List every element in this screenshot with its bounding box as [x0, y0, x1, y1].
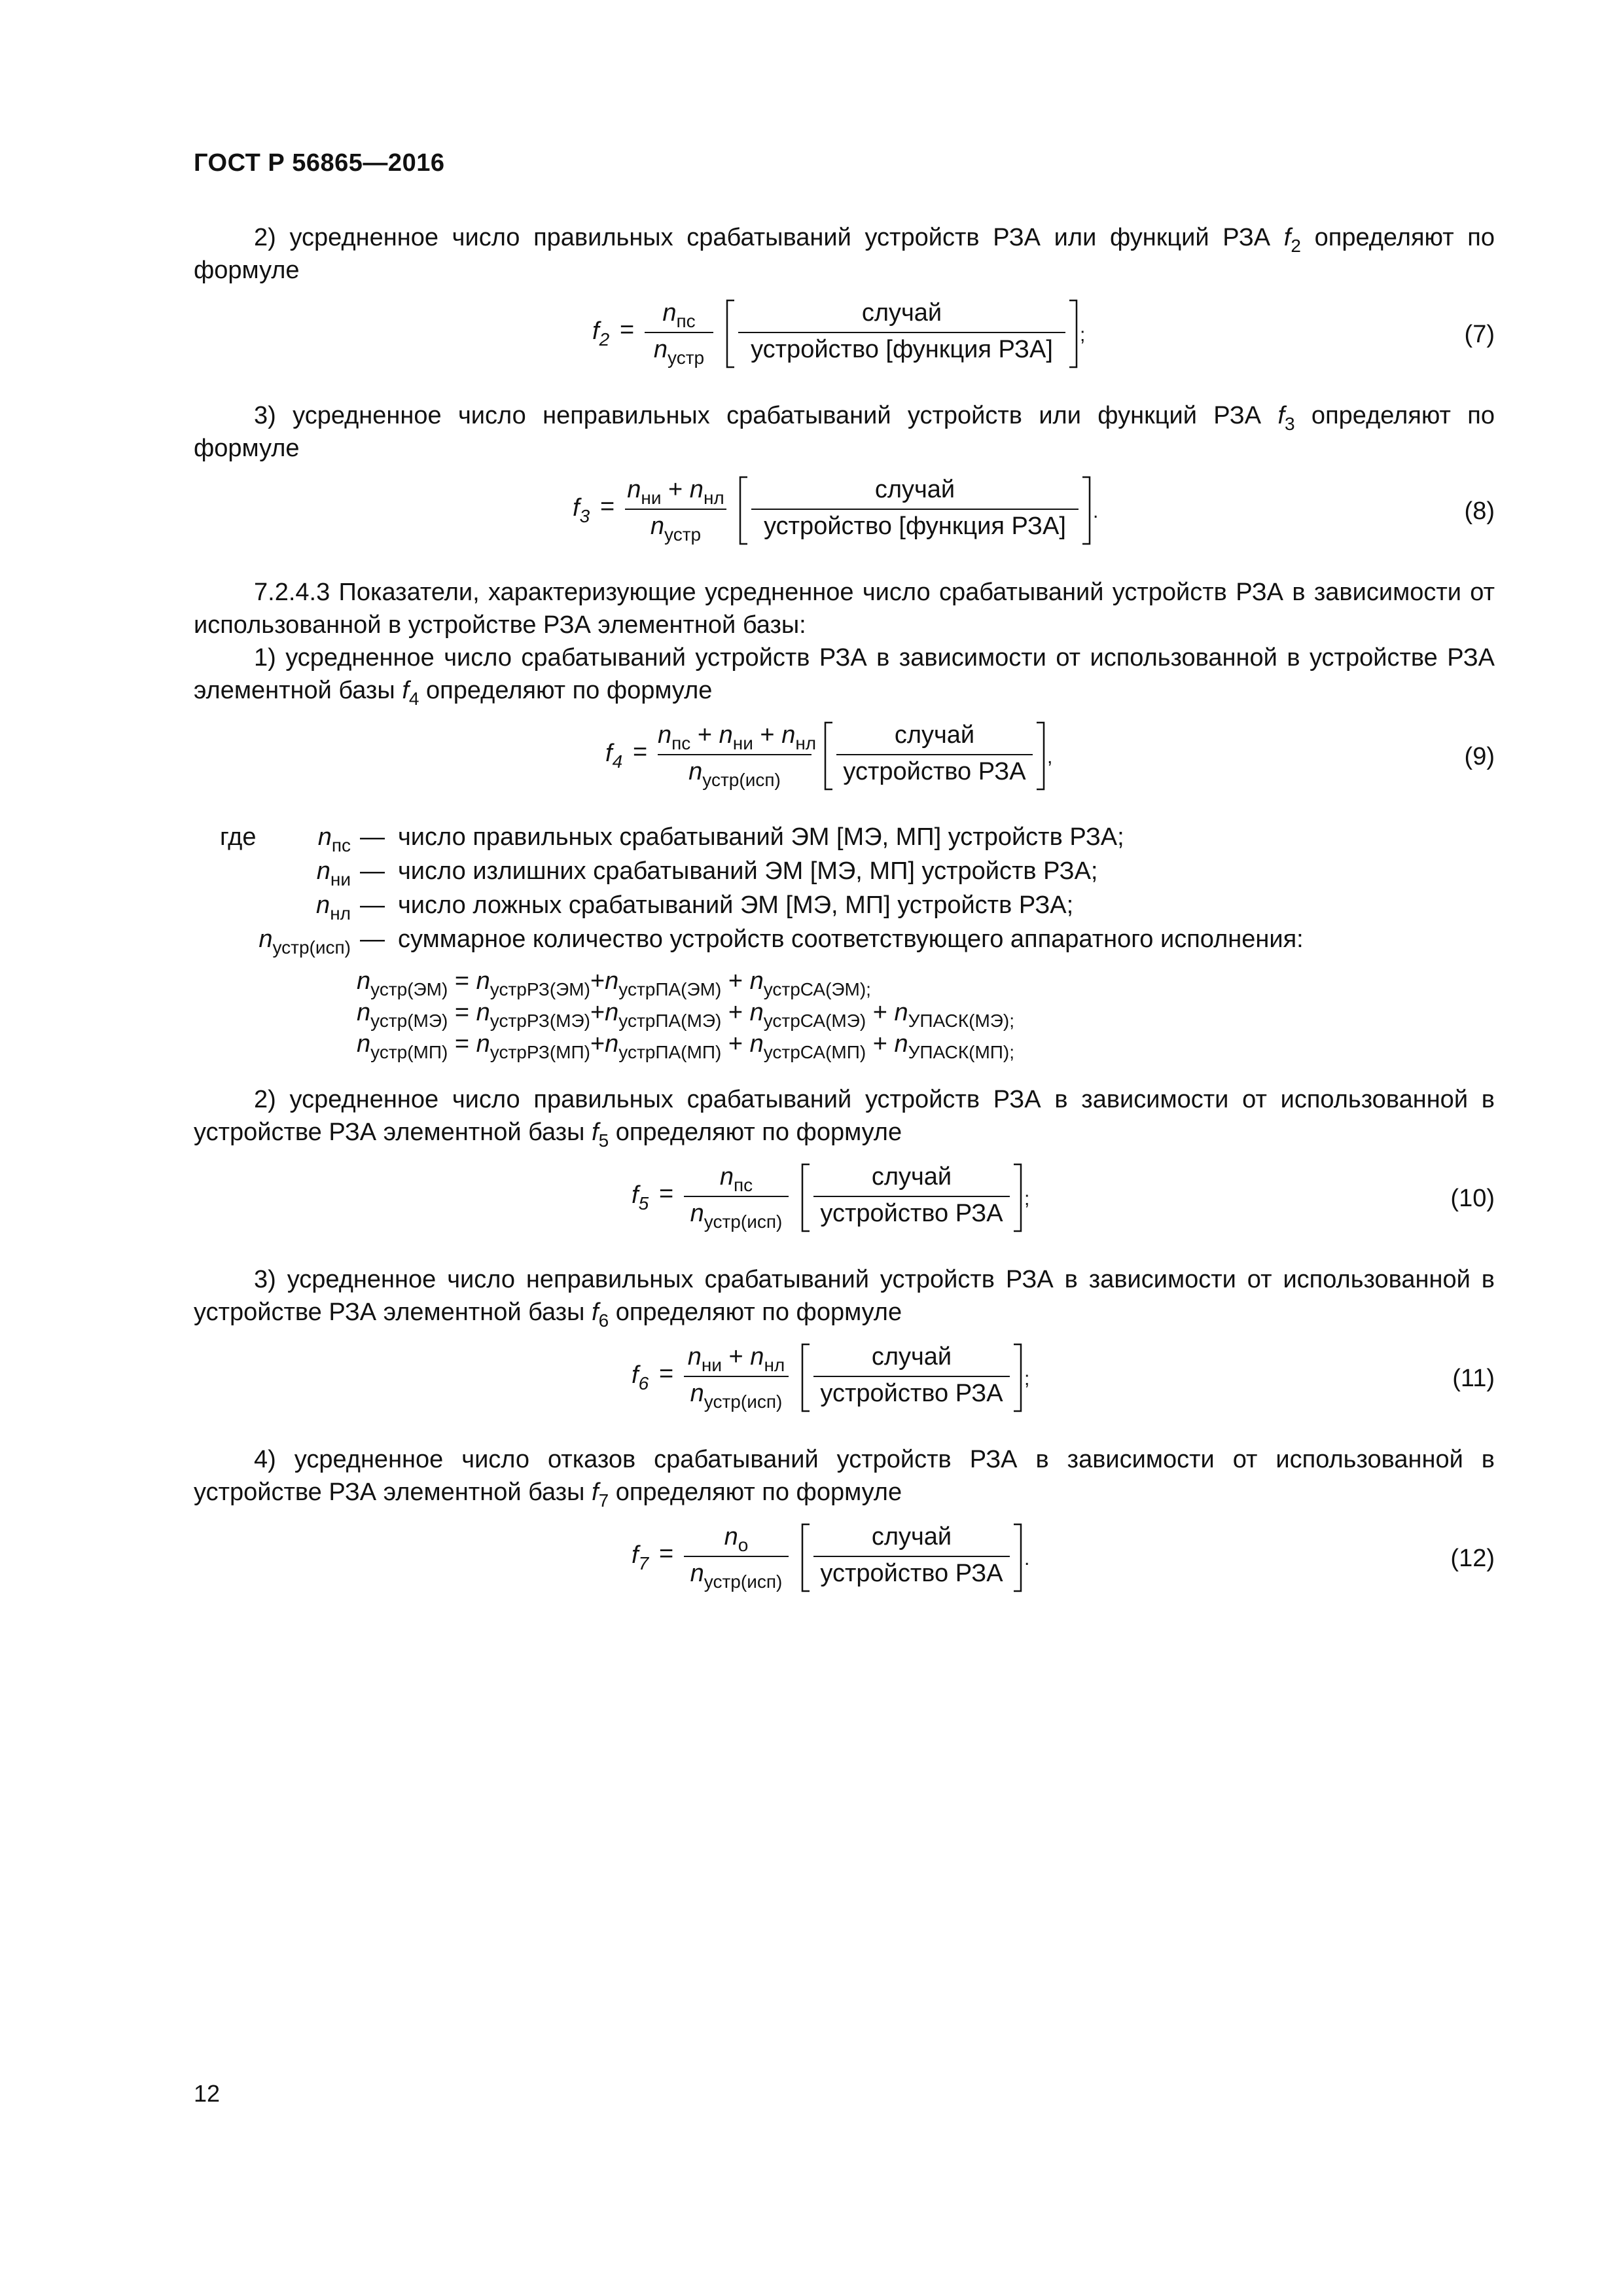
paragraph-f3-intro	[194, 399, 1495, 465]
variable-n: n	[476, 1030, 490, 1058]
variable-n: n	[689, 476, 704, 503]
definition-dash: —	[360, 891, 385, 919]
variable-n: n	[658, 721, 672, 749]
formula-punctuation: ;	[1024, 1368, 1030, 1390]
left-bracket-stroke	[727, 300, 734, 367]
fraction-numerator	[645, 299, 713, 331]
variable-n: n	[690, 1560, 704, 1587]
definition-dash: —	[360, 925, 385, 953]
definition-text: число правильных срабатываний ЭМ [МЭ, МП] устройств РЗА;	[398, 823, 1124, 851]
equation-number-8: (8)	[1464, 497, 1495, 525]
variable-subscript: устр(МП)	[370, 1042, 448, 1062]
symbol-subscript: 5	[598, 1130, 609, 1151]
fraction-denominator	[658, 758, 812, 790]
variable-subscript: устрСА(ЭМ);	[763, 979, 871, 999]
formula-9	[605, 720, 1077, 798]
unit-numerator: случай	[894, 721, 975, 749]
variable-subscript: устр(исп)	[704, 1571, 783, 1592]
variable-subscript: устрСА(МЭ)	[763, 1011, 866, 1031]
formula-12	[632, 1522, 1050, 1600]
fraction-denominator	[684, 1380, 789, 1412]
variable-subscript: устрРЗ(ЭМ)	[490, 979, 590, 999]
fraction-numerator	[658, 721, 817, 753]
variable-n: n	[894, 1030, 908, 1058]
sum-formula-row	[357, 999, 1015, 1031]
unit-denominator: устройство [функция РЗА]	[764, 512, 1066, 540]
unit-fraction	[738, 298, 1065, 370]
definition-variable	[316, 891, 351, 924]
variable-subscript: нл	[764, 1355, 785, 1375]
paragraph-7-2-4-3	[194, 576, 1495, 641]
equals-sign: =	[620, 316, 635, 344]
lhs-subscript: 2	[599, 329, 610, 350]
variable-n: n	[476, 967, 490, 995]
variable-n: n	[357, 1030, 371, 1058]
variable-subscript: пс	[676, 311, 696, 331]
definition-text: суммарное количество устройств соответствующего аппаратного исполнения:	[398, 925, 1304, 953]
variable-n: n	[605, 1030, 619, 1058]
variable-subscript: устрПА(МЭ)	[618, 1011, 722, 1031]
symbol-f: f	[592, 1119, 599, 1146]
unit-numerator: случай	[871, 1523, 952, 1551]
variable-n: n	[605, 967, 619, 995]
formula-lhs	[605, 740, 623, 772]
lhs-subscript: 7	[638, 1553, 649, 1573]
variable-n: n	[357, 967, 371, 995]
main-fraction	[645, 298, 713, 370]
formula-punctuation: ;	[1080, 324, 1086, 346]
variable-subscript: устр(исп)	[704, 1211, 783, 1232]
variable-n: n	[662, 299, 677, 327]
equals-sign: =	[448, 999, 476, 1026]
variable-n: n	[749, 999, 764, 1026]
symbol-f: f	[1283, 224, 1291, 251]
equation-number-12: (12)	[1450, 1545, 1495, 1572]
right-bracket-stroke	[1014, 1344, 1021, 1411]
variable-subscript: устрРЗ(МП)	[490, 1042, 590, 1062]
symbol-f: f	[592, 1479, 599, 1506]
unit-bar	[738, 332, 1065, 333]
left-bracket	[800, 1523, 811, 1595]
definition-variable	[259, 925, 351, 958]
paragraph-f4-intro	[194, 641, 1495, 707]
right-bracket-stroke	[1037, 723, 1044, 789]
variable-n: n	[687, 1343, 702, 1371]
left-bracket	[800, 1163, 811, 1235]
variable-subscript: устр	[664, 524, 702, 545]
unit-denominator: устройство РЗА	[820, 1200, 1003, 1227]
paragraph-f6-intro	[194, 1263, 1495, 1329]
paragraph-tail: определяют по формуле	[194, 224, 1495, 284]
variable-n: n	[690, 1380, 704, 1407]
unit-numerator: случай	[861, 299, 942, 327]
plus-sign: +	[721, 1343, 751, 1371]
formula-11	[632, 1342, 1050, 1420]
variable-subscript: устр(ЭМ)	[370, 979, 448, 999]
variable-subscript: ни	[330, 869, 351, 889]
paragraph-text: 2) усредненное число правильных срабатываний устройств РЗА или функций РЗА	[254, 224, 1271, 251]
unit-denominator: устройство РЗА	[843, 758, 1026, 785]
variable-subscript: пс	[671, 733, 691, 753]
unit-fraction	[813, 1342, 1010, 1414]
main-fraction	[625, 475, 726, 547]
left-bracket-stroke	[802, 1164, 810, 1231]
equals-sign: =	[448, 1030, 476, 1058]
unit-bar	[813, 1376, 1010, 1377]
left-bracket-stroke	[802, 1344, 810, 1411]
unit-bar	[813, 1556, 1010, 1557]
fraction-denominator	[645, 336, 713, 368]
sum-formula-row	[357, 1030, 1015, 1062]
variable-n: n	[627, 476, 641, 503]
formula-lhs	[592, 317, 610, 350]
formula-punctuation: ;	[1024, 1188, 1030, 1210]
plus-sign: +	[590, 967, 605, 995]
equals-sign: =	[659, 1180, 674, 1208]
definition-symbol	[194, 925, 351, 958]
paragraph-text: 2) усредненное число правильных срабатываний устройств РЗА в зависимости от использованной в устройстве РЗА элементной базы	[194, 1086, 1495, 1146]
plus-sign: +	[721, 999, 750, 1026]
fraction-numerator	[684, 1163, 789, 1195]
left-bracket	[725, 299, 736, 371]
variable-subscript: устрСА(МП)	[763, 1042, 866, 1062]
left-bracket-stroke	[825, 723, 832, 789]
plus-sign: +	[590, 1030, 605, 1058]
variable-subscript: о	[738, 1535, 749, 1555]
fraction-bar	[684, 1196, 789, 1197]
lhs-subscript: 5	[638, 1193, 649, 1213]
variable-n: n	[605, 999, 619, 1026]
variable-subscript: нл	[703, 488, 724, 508]
variable-n: n	[316, 891, 330, 919]
right-bracket-stroke	[1082, 477, 1090, 544]
paragraph-text: 4) усредненное число отказов срабатываний устройств РЗА в зависимости от использованной в устройстве РЗА элементной базы	[194, 1446, 1495, 1506]
lhs-symbol: f	[573, 494, 580, 522]
symbol-subscript: 2	[1291, 236, 1301, 256]
variable-subscript: УПАСК(МЭ);	[908, 1011, 1015, 1031]
right-bracket-stroke	[1014, 1524, 1021, 1591]
unit-numerator: случай	[871, 1343, 952, 1371]
variable-n: n	[724, 1523, 738, 1551]
lhs-symbol: f	[632, 1361, 639, 1389]
paragraph-tail: определяют по формуле	[609, 1479, 902, 1506]
paragraph-text: 7.2.4.3 Показатели, характеризующие усредненное число срабатываний устройств РЗА в зависимости от использованной в устройстве РЗА элементной базы:	[194, 579, 1495, 639]
variable-subscript: устрПА(ЭМ)	[618, 979, 722, 999]
definition-text: число ложных срабатываний ЭМ [МЭ, МП] устройств РЗА;	[398, 891, 1074, 919]
fraction-numerator	[625, 476, 726, 508]
symbol-subscript: 7	[598, 1490, 609, 1511]
unit-fraction	[751, 475, 1079, 547]
formula-10	[632, 1162, 1050, 1240]
definition-dash: —	[360, 857, 385, 885]
variable-n: n	[781, 721, 796, 749]
paragraph-tail: определяют по формуле	[609, 1299, 902, 1326]
unit-bar	[751, 509, 1079, 510]
variable-n: n	[357, 999, 371, 1026]
main-fraction	[684, 1342, 789, 1414]
lhs-symbol: f	[605, 740, 613, 767]
variable-n: n	[316, 857, 330, 885]
equation-number-11: (11)	[1452, 1365, 1495, 1392]
unit-numerator: случай	[874, 476, 955, 503]
variable-n: n	[749, 1030, 764, 1058]
definition-variable	[317, 823, 351, 855]
variable-subscript: устр(исп)	[704, 1391, 783, 1412]
formula-punctuation: .	[1024, 1548, 1030, 1570]
paragraph-tail: определяют по формуле	[419, 677, 713, 704]
formula-8	[573, 475, 1099, 553]
plus-sign: +	[753, 721, 782, 749]
left-bracket	[738, 476, 749, 548]
formula-lhs	[632, 1361, 649, 1393]
fraction-bar	[684, 1556, 789, 1557]
paragraph-text: 3) усредненное число неправильных срабатываний устройств или функций РЗА	[254, 402, 1262, 429]
plus-sign: +	[721, 1030, 750, 1058]
variable-n: n	[650, 512, 665, 540]
variable-subscript: нл	[795, 733, 817, 753]
equals-sign: =	[659, 1540, 674, 1568]
lhs-subscript: 6	[638, 1373, 649, 1393]
variable-subscript: устр	[668, 348, 705, 368]
fraction-denominator	[625, 512, 726, 545]
variable-subscript: УПАСК(МП);	[908, 1042, 1015, 1062]
definition-symbol	[194, 823, 351, 855]
variable-n: n	[749, 967, 764, 995]
left-bracket-stroke	[802, 1524, 810, 1591]
document-header: ГОСТ Р 56865—2016	[194, 149, 445, 177]
fraction-numerator	[684, 1523, 789, 1555]
plus-sign: +	[590, 999, 605, 1026]
formula-lhs	[632, 1181, 649, 1213]
formula-punctuation: ,	[1047, 746, 1053, 768]
main-fraction	[684, 1522, 789, 1594]
lhs-subscript: 4	[612, 751, 623, 772]
unit-fraction	[836, 720, 1033, 792]
paragraph-tail: определяют по формуле	[194, 402, 1495, 462]
left-bracket	[800, 1343, 811, 1415]
plus-sign: +	[661, 476, 690, 503]
symbol-subscript: 4	[408, 689, 419, 709]
formula-7	[592, 298, 1090, 376]
variable-n: n	[317, 823, 332, 851]
plus-sign: +	[690, 721, 719, 749]
variable-subscript: устрПА(МП)	[618, 1042, 722, 1062]
fraction-bar	[658, 754, 812, 755]
where-word: где	[220, 823, 257, 851]
formula-lhs	[573, 494, 590, 526]
lhs-subscript: 3	[579, 506, 590, 526]
variable-subscript: устр(исп)	[272, 937, 351, 958]
right-bracket	[1012, 1343, 1023, 1415]
fraction-numerator	[684, 1343, 789, 1375]
main-fraction	[684, 1162, 789, 1234]
variable-subscript: устр(исп)	[702, 770, 781, 790]
fraction-bar	[625, 509, 726, 510]
unit-numerator: случай	[871, 1163, 952, 1191]
variable-n: n	[719, 721, 733, 749]
paragraph-f5-intro	[194, 1083, 1495, 1149]
lhs-symbol: f	[632, 1181, 639, 1209]
unit-denominator: устройство РЗА	[820, 1560, 1003, 1587]
variable-n: n	[476, 999, 490, 1026]
variable-subscript: ни	[641, 488, 662, 508]
paragraph-text: 1) усредненное число срабатываний устройств РЗА в зависимости от использованной в устройстве РЗА элементной базы	[194, 644, 1495, 704]
definition-symbol	[194, 891, 351, 924]
equation-number-10: (10)	[1450, 1185, 1495, 1212]
sum-formulas	[357, 967, 1207, 1079]
lhs-symbol: f	[632, 1541, 639, 1569]
variable-subscript: нл	[330, 903, 351, 924]
left-bracket	[823, 721, 834, 793]
sum-formula-row	[357, 967, 871, 999]
fraction-denominator	[684, 1200, 789, 1232]
unit-denominator: устройство [функция РЗА]	[751, 336, 1053, 363]
right-bracket-stroke	[1014, 1164, 1021, 1231]
unit-bar	[836, 754, 1033, 755]
variable-n: n	[688, 758, 703, 785]
unit-bar	[813, 1196, 1010, 1197]
paragraph-text: 3) усредненное число неправильных срабатываний устройств РЗА в зависимости от использованной в устройстве РЗА элементной базы	[194, 1266, 1495, 1326]
fraction-denominator	[684, 1560, 789, 1592]
formula-lhs	[632, 1541, 649, 1573]
page-number: 12	[194, 2080, 221, 2107]
equals-sign: =	[448, 967, 476, 995]
equation-number-9: (9)	[1464, 743, 1495, 770]
variable-subscript: пс	[331, 835, 351, 855]
plus-sign: +	[866, 1030, 895, 1058]
left-bracket-stroke	[740, 477, 747, 544]
variable-n: n	[719, 1163, 734, 1191]
paragraph-f2-intro	[194, 221, 1495, 287]
unit-fraction	[813, 1162, 1010, 1234]
definition-text: число излишних срабатываний ЭМ [МЭ, МП] устройств РЗА;	[398, 857, 1098, 885]
variable-subscript: ни	[732, 733, 753, 753]
symbol-subscript: 3	[1285, 414, 1295, 434]
variable-n: n	[690, 1200, 704, 1227]
paragraph-tail: определяют по формуле	[609, 1119, 902, 1146]
unit-denominator: устройство РЗА	[820, 1380, 1003, 1407]
definition-symbol	[194, 857, 351, 889]
right-bracket	[1012, 1163, 1023, 1235]
symbol-f: f	[592, 1299, 599, 1326]
variable-subscript: ни	[701, 1355, 722, 1375]
fraction-bar	[684, 1376, 789, 1377]
equation-number-7: (7)	[1464, 321, 1495, 348]
variable-subscript: пс	[733, 1175, 753, 1195]
paragraph-f7-intro	[194, 1443, 1495, 1509]
plus-sign: +	[721, 967, 750, 995]
symbol-subscript: 6	[598, 1310, 609, 1331]
plus-sign: +	[866, 999, 895, 1026]
unit-fraction	[813, 1522, 1010, 1594]
variable-subscript: устрРЗ(МЭ)	[490, 1011, 590, 1031]
right-bracket	[1068, 299, 1079, 371]
lhs-symbol: f	[592, 317, 599, 345]
definition-variable	[316, 857, 351, 889]
variable-n: n	[894, 999, 908, 1026]
variable-n: n	[750, 1343, 764, 1371]
variable-n: n	[259, 925, 273, 953]
right-bracket	[1081, 476, 1092, 548]
main-fraction	[658, 720, 817, 792]
symbol-f: f	[402, 677, 409, 704]
formula-punctuation: .	[1093, 501, 1099, 522]
equals-sign: =	[659, 1360, 674, 1388]
right-bracket	[1012, 1523, 1023, 1595]
fraction-bar	[645, 332, 713, 333]
definition-dash: —	[360, 823, 385, 851]
variable-n: n	[653, 336, 668, 363]
equals-sign: =	[600, 493, 615, 520]
right-bracket-stroke	[1069, 300, 1077, 367]
equals-sign: =	[633, 738, 648, 766]
variable-subscript: устр(МЭ)	[370, 1011, 448, 1031]
right-bracket	[1035, 721, 1046, 793]
symbol-f: f	[1277, 402, 1285, 429]
